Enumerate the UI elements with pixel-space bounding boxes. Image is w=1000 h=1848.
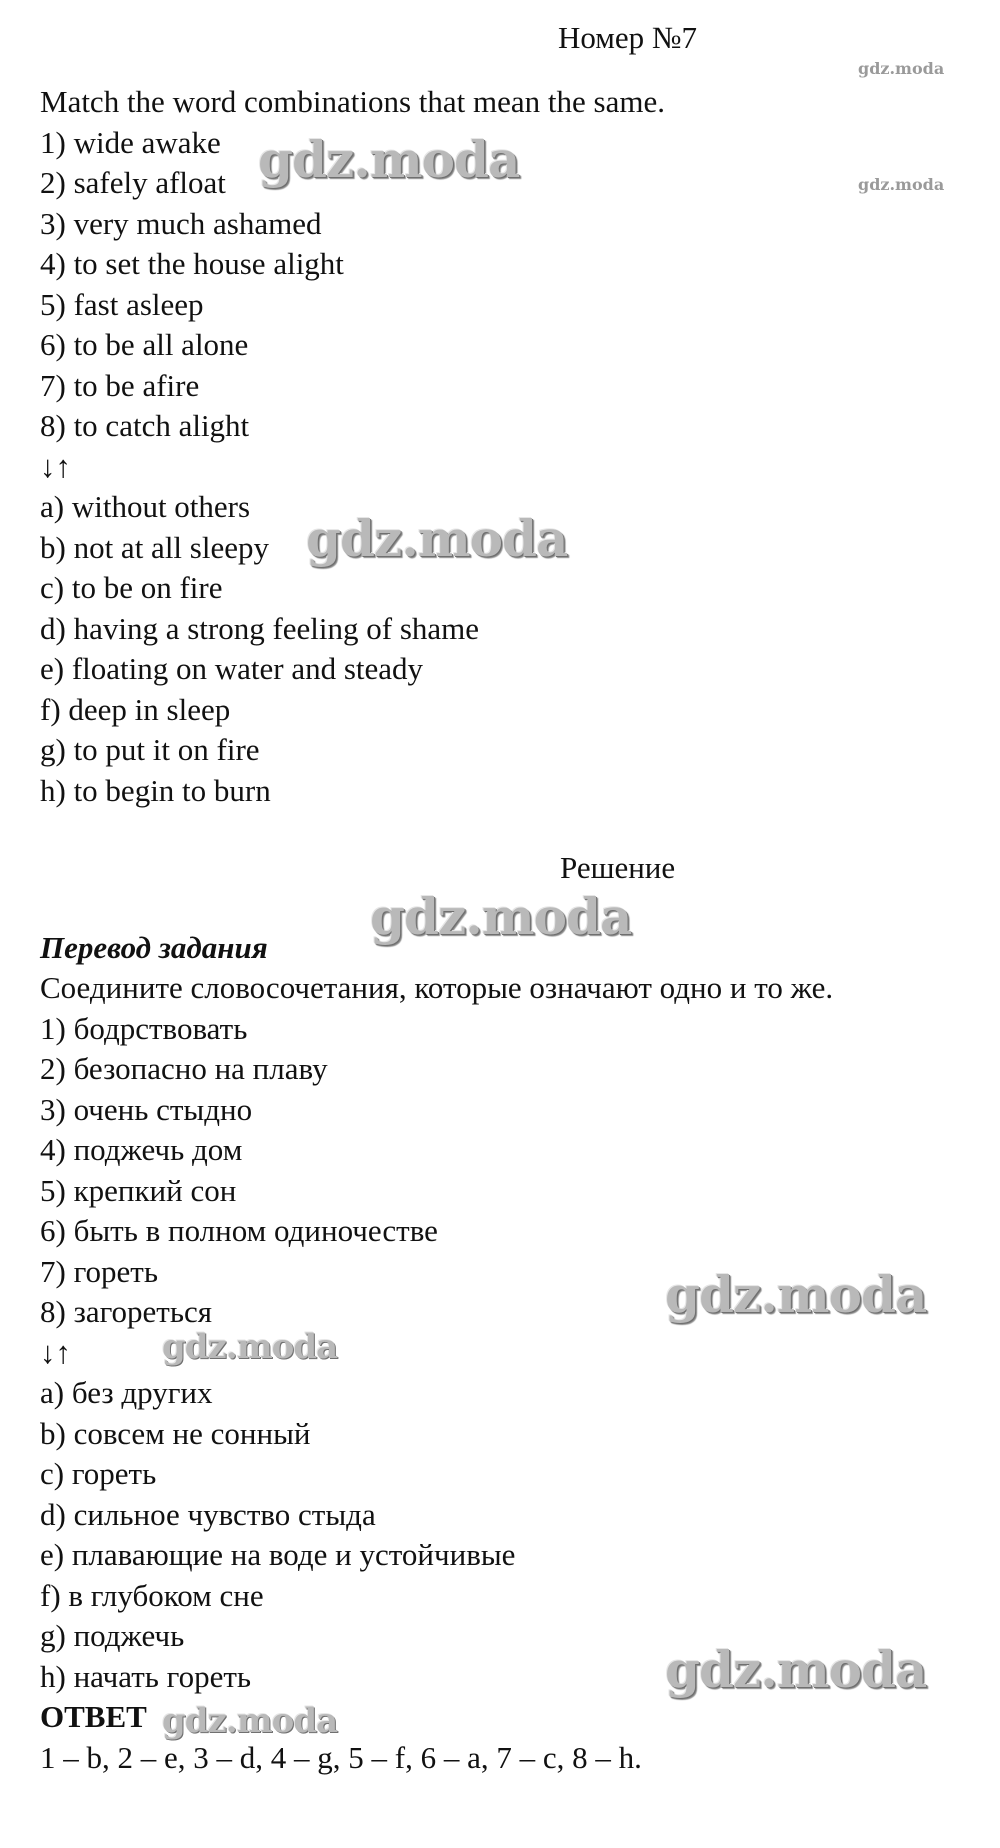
solution-left-item: 7) гореть bbox=[40, 1254, 158, 1289]
solution-right-item: e) плавающие на воде и устойчивые bbox=[40, 1537, 516, 1572]
task-right-item: g) to put it on fire bbox=[40, 732, 260, 767]
solution-right-item: c) гореть bbox=[40, 1456, 157, 1491]
solution-instruction: Соедините словосочетания, которые означают одно и то же. bbox=[40, 970, 834, 1005]
task-right-item: e) floating on water and steady bbox=[40, 651, 424, 686]
watermark: gdz.moda bbox=[665, 1640, 927, 1699]
task-left-item: 7) to be afire bbox=[40, 368, 200, 403]
task-left-item: 6) to be all alone bbox=[40, 327, 249, 362]
watermark: gdz.moda bbox=[370, 887, 632, 946]
task-left-item: 4) to set the house alight bbox=[40, 246, 344, 281]
solution-left-item: 2) безопасно на плаву bbox=[40, 1051, 328, 1086]
task-left-item: 1) wide awake bbox=[40, 125, 221, 160]
task-right-item: c) to be on fire bbox=[40, 570, 223, 605]
solution-left-item: 4) поджечь дом bbox=[40, 1132, 243, 1167]
page-title: Номер №7 bbox=[557, 20, 697, 55]
solution-right-item: f) в глубоком сне bbox=[40, 1578, 264, 1613]
task-left-item: 8) to catch alight bbox=[40, 408, 250, 443]
watermark: gdz.moda bbox=[858, 175, 945, 194]
solution-left-item: 6) быть в полном одиночестве bbox=[40, 1213, 438, 1248]
task-separator-arrows: ↓↑ bbox=[40, 449, 71, 484]
answer-text: 1 – b, 2 – e, 3 – d, 4 – g, 5 – f, 6 – a, 7 – c, 8 – h. bbox=[40, 1740, 642, 1775]
solution-left-item: 8) загореться bbox=[40, 1294, 212, 1329]
solution-right-item: d) сильное чувство стыда bbox=[40, 1497, 376, 1532]
task-left-item: 3) very much ashamed bbox=[40, 206, 322, 241]
task-right-item: d) having a strong feeling of shame bbox=[40, 611, 480, 646]
task-right-item: b) not at all sleepy bbox=[40, 530, 269, 565]
watermark: gdz.moda bbox=[665, 1265, 927, 1324]
task-right-item: h) to begin to burn bbox=[40, 773, 271, 808]
task-instruction: Match the word combinations that mean the same. bbox=[40, 84, 665, 119]
solution-left-item: 3) очень стыдно bbox=[40, 1092, 253, 1127]
solution-left-item: 1) бодрствовать bbox=[40, 1011, 248, 1046]
solution-heading: Решение bbox=[560, 850, 676, 885]
solution-right-item: a) без других bbox=[40, 1375, 213, 1410]
solution-right-item: h) начать гореть bbox=[40, 1659, 252, 1694]
watermark: gdz.moda bbox=[306, 509, 568, 568]
solution-left-item: 5) крепкий сон bbox=[40, 1173, 237, 1208]
task-left-item: 5) fast asleep bbox=[40, 287, 204, 322]
answer-label: ОТВЕТ bbox=[40, 1699, 147, 1734]
task-right-item: a) without others bbox=[40, 489, 251, 524]
solution-right-item: g) поджечь bbox=[40, 1618, 185, 1653]
task-right-item: f) deep in sleep bbox=[40, 692, 231, 727]
watermark: gdz.moda bbox=[162, 1327, 338, 1367]
watermark: gdz.moda bbox=[258, 130, 520, 189]
translation-heading: Перевод задания bbox=[40, 930, 268, 965]
watermark: gdz.moda bbox=[162, 1701, 338, 1741]
task-left-item: 2) safely afloat bbox=[40, 165, 226, 200]
solution-right-item: b) совсем не сонный bbox=[40, 1416, 311, 1451]
watermark: gdz.moda bbox=[858, 59, 945, 78]
solution-separator-arrows: ↓↑ bbox=[40, 1335, 71, 1370]
